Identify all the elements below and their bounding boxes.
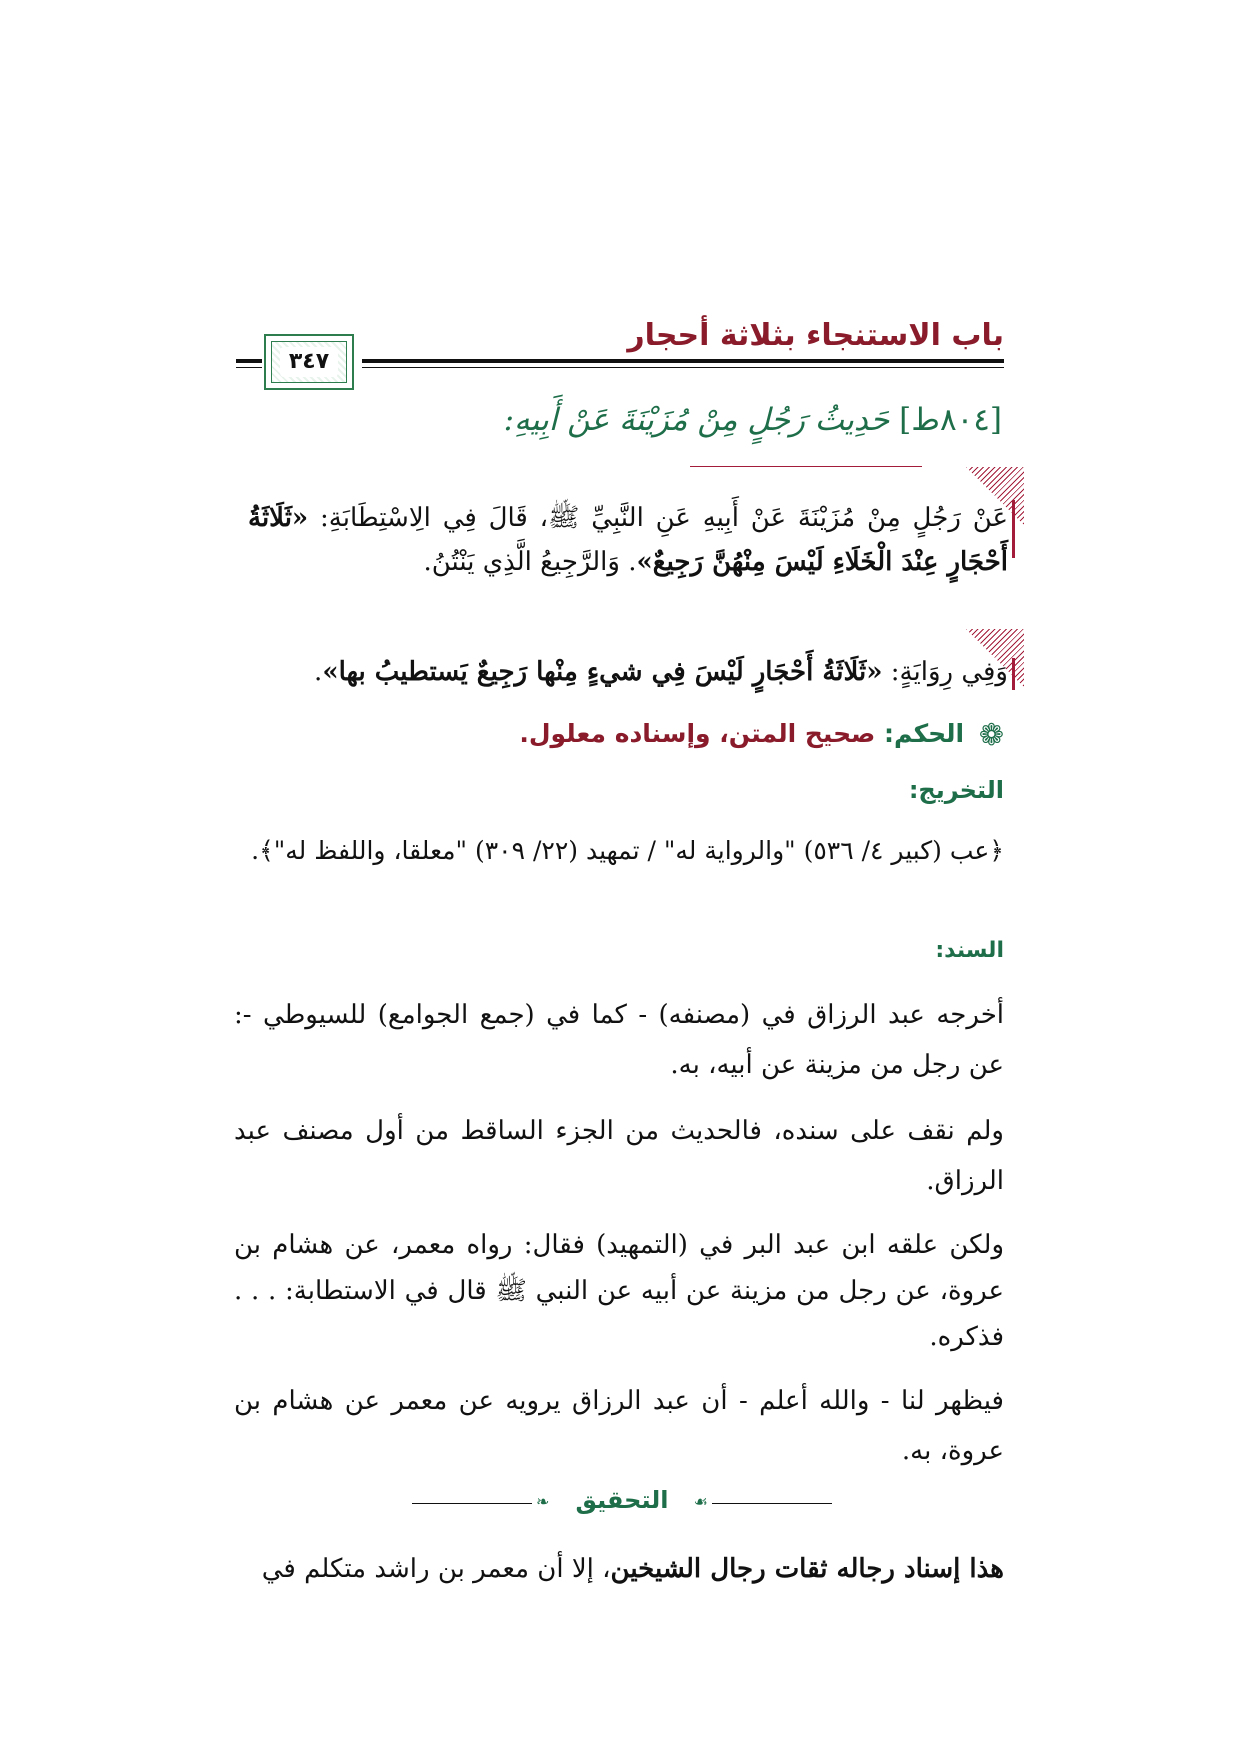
- riwaya-bold: «ثَلَاثَةُ أَحْجَارٍ لَيْسَ فِي شيءٍ مِنْها رَجِيعٌ يَستطيبُ بها»: [322, 657, 883, 687]
- page-number-badge: [264, 334, 354, 390]
- takhrij-title: التخريج:: [908, 776, 1004, 804]
- ruling-label: الحكم:: [884, 719, 965, 748]
- hadith-riwaya: [248, 650, 1008, 694]
- sanad-paragraph: فيظهر لنا - والله أعلم - أن عبد الرزاق يرويه عن معمر عن هشام بن عروة، به.: [234, 1386, 1004, 1466]
- ruling-line: [519, 718, 1004, 753]
- matn-bold: «ثَلَاثَةُ أَحْجَارٍ عِنْدَ الْخَلَاءِ لَيْسَ مِنْهُنَّ رَجِيعٌ»: [248, 503, 1008, 577]
- tahqiq-title: التحقيق: [575, 1486, 669, 1514]
- header-rule: [362, 359, 1004, 368]
- divider-ornament-icon: ☙: [693, 1492, 708, 1511]
- sanad-title: السند:: [935, 938, 1004, 963]
- hadith-matn: [248, 496, 1008, 584]
- ruling-value: صحيح المتن، وإسناده معلول.: [519, 719, 876, 748]
- matn-tail: . وَالرَّجِيعُ الَّذِي يَنْتُنُ.: [423, 547, 637, 577]
- chapter-title: باب الاستنجاء بثلاثة أحجار: [627, 318, 1004, 353]
- sanad-paragraph: ولكن علقه ابن عبد البر في (التمهيد) فقال: رواه معمر، عن هشام بن عروة، عن رجل من مزينة عن أبيه عن النبي ﷺ قال في الاستطابة: . . . فذكره.: [234, 1230, 1004, 1352]
- takhrij-text: ﴿عب (كبير ٤/ ٥٣٦) "والرواية له" / تمهيد (٢٢/ ٣٠٩) "معلقا، واللفظ له"﴾.: [251, 836, 1004, 865]
- tahqiq-bold-lead: هذا إسناد رجاله ثقات رجال الشيخين: [610, 1554, 1004, 1584]
- tahqiq-rest: ، إلا أن معمر بن راشد متكلم في: [261, 1554, 611, 1584]
- heading-underline: [690, 466, 922, 467]
- hadith-number: [٨٠٤ط]: [899, 402, 1002, 438]
- riwaya-side-bar: [1012, 658, 1015, 690]
- divider-line: [712, 1503, 832, 1504]
- hadith-heading: [504, 402, 1002, 438]
- sanad-paragraph: ولم نقف على سنده، فالحديث من الجزء الساقط من أول مصنف عبد الرزاق.: [234, 1116, 1004, 1196]
- sanad-paragraph: أخرجه عبد الرزاق في (مصنفه) - كما في (جمع الجوامع) للسيوطي -: عن رجل من مزينة عن أبيه، به.: [234, 1000, 1004, 1080]
- riwaya-intro: وَفِي رِوَايَةٍ:: [882, 657, 1008, 687]
- tahqiq-paragraph: [234, 1544, 1004, 1594]
- matn-side-bar: [1012, 500, 1015, 558]
- riwaya-tail: .: [314, 657, 323, 687]
- tahqiq-divider: [412, 1486, 832, 1520]
- page-number: ٣٤٧: [280, 347, 338, 377]
- divider-ornament-icon: ❧: [536, 1492, 550, 1511]
- flower-ornament-icon: ❁: [978, 718, 1004, 753]
- header-rule-left: [236, 359, 262, 368]
- matn-intro: عَنْ رَجُلٍ مِنْ مُزَيْنَةَ عَنْ أَبِيهِ عَنِ النَّبِيِّ ﷺ، قَالَ فِي الِاسْتِطَابَةِ:: [308, 503, 1008, 533]
- hadith-title: حَدِيثُ رَجُلٍ مِنْ مُزَيْنَةَ عَنْ أَبِيهِ:: [503, 402, 890, 438]
